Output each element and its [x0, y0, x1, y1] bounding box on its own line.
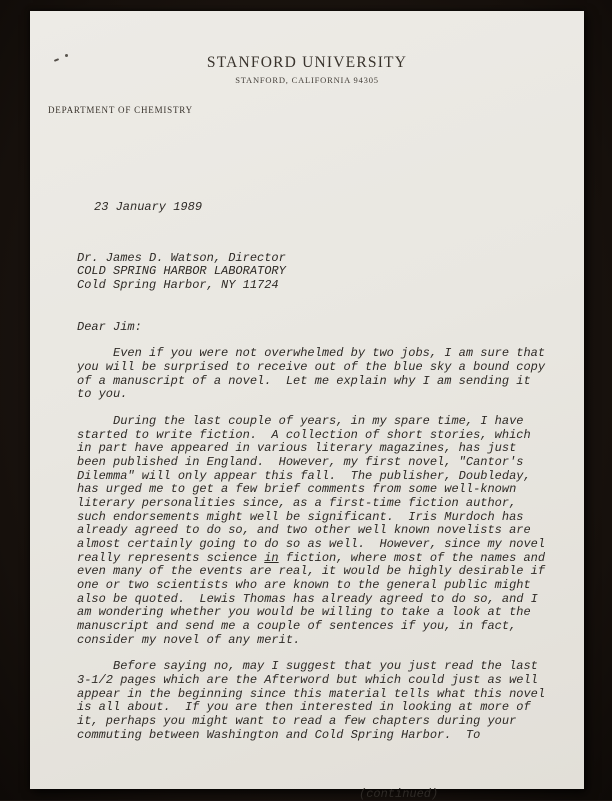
letter-page: [30, 11, 584, 789]
paragraph-text: Before saying no, may I suggest that you just read the last 3-1/2 pages which are the Afterword but which could just as well appear in the beginning since this material tells what this novel is all about. If you are then interested in looking at more of it, perhaps you might want to read a few chapters during your commuting between Washington and Cold Spring Harbor. To: [77, 659, 552, 741]
paragraph-text: fiction, where most of the names and even many of the events are real, it would be highly desirable if one or two scientists who are known to the general public might also be quoted. Lewis Thomas has already agreed to do so, and I am wondering whether you would be willing to take a look at the manuscript and send me a couple of sentences if you, in fact, consider my novel of any merit.: [77, 551, 552, 647]
letterhead-address: STANFORD, CALIFORNIA 94305: [30, 75, 584, 85]
paragraph-text: During the last couple of years, in my spare time, I have started to write fiction. A collection of short stories, which in part have appeared in various literary magazines, has just been published in England. However, my first novel, "Cantor's Dilemma" will only appear this fall. The publisher, Doubleday, has urged me to get a few brief comments from some well-known literary personalities since, as a first-time fiction author, such endorsements might well be significant. Iris Murdoch has already agreed to do so, and two other well known novelists are almost certainly going to do so as well. However, since my novel really represents science: [77, 414, 552, 565]
letter-paragraph: [77, 347, 549, 402]
pencil-mark: [54, 53, 68, 63]
continued-note: (continued): [359, 788, 549, 801]
salutation: Dear Jim:: [77, 321, 549, 335]
recipient-line-organization: COLD SPRING HARBOR LABORATORY: [77, 265, 549, 279]
letter-paragraph: [77, 660, 549, 742]
recipient-line-address: Cold Spring Harbor, NY 11724: [77, 279, 549, 293]
letter-date: 23 January 1989: [94, 201, 549, 215]
letterhead-university-name: STANFORD UNIVERSITY: [30, 54, 584, 72]
letterhead: [30, 11, 584, 115]
letter-body-paragraphs: [77, 347, 549, 742]
recipient-line-name: Dr. James D. Watson, Director: [77, 252, 549, 266]
letterhead-department: DEPARTMENT OF CHEMISTRY: [48, 105, 584, 115]
letter-paragraph: [77, 415, 549, 647]
letter-body: [77, 201, 549, 801]
paragraph-text: Even if you were not overwhelmed by two jobs, I am sure that you will be surprised to receive out of the blue sky a bound copy of a manuscript of a novel. Let me explain why I am sending it to you.: [77, 346, 552, 401]
underlined-text: in: [264, 551, 278, 565]
recipient-block: [77, 252, 549, 293]
